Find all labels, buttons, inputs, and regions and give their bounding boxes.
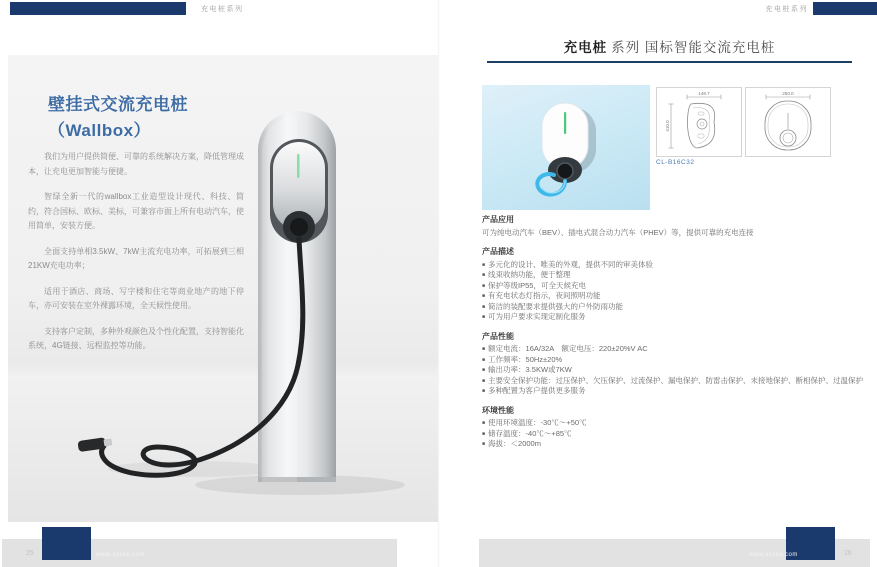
spec-line: ■ 主要安全保护功能：过压保护、欠压保护、过流保护、漏电保护、防雷击保护、未接地保护、断相保护、过温保护 <box>482 376 864 387</box>
dim-front-width: 250.0 <box>782 91 794 96</box>
status-led <box>297 154 300 178</box>
left-page-body <box>28 150 244 365</box>
header-bar-right <box>813 2 877 15</box>
spec-line: ■ 海拔：＜2000m <box>482 439 864 450</box>
header-bar-left <box>10 2 186 15</box>
dim-side-width: 148.7 <box>698 91 710 96</box>
spec-line: ■ 额定电流：16A/32A 额定电压：220±20%V AC <box>482 344 864 355</box>
dimension-drawing-side <box>656 87 742 157</box>
spec-line: ■ 简洁的装配要求提供强大的户外防雨功能 <box>482 302 864 313</box>
charging-plug <box>77 436 112 452</box>
product-photo-thumbnail <box>482 85 650 210</box>
paragraph: 我们为用户提供简便、可靠的系统解决方案，降低管理成本，让充电更加智能与便捷。 <box>28 152 244 176</box>
spec-line: ■ 储存温度：-40℃～+85℃ <box>482 429 864 440</box>
right-page-title <box>487 36 852 56</box>
section-heading: 产品应用 <box>482 215 514 224</box>
header-series-left: 充电桩系列 <box>201 6 244 13</box>
section-description <box>482 246 864 323</box>
right-title-bold: 充电桩 <box>563 40 608 55</box>
left-title-line2: （Wallbox） <box>48 121 152 140</box>
spec-line: ■ 使用环境温度：-30℃～+50℃ <box>482 418 864 429</box>
spec-line: ■ 多元化的设计、唯美的外观，提供不同的审美体验 <box>482 260 864 271</box>
section-performance <box>482 331 864 397</box>
footer-square-left <box>42 527 91 560</box>
spec-line: ■ 可为用户要求实现定制化服务 <box>482 312 864 323</box>
socket <box>290 218 308 236</box>
dimension-drawing-front <box>745 87 831 157</box>
footer-url-right: www.xxxxx.com <box>749 552 798 558</box>
section-heading: 环境性能 <box>482 405 514 415</box>
paragraph: 适用于酒店、商场、写字楼和住宅等商业地产的地下停车，亦可安装在室外裸露环境，全天候性使用。 <box>28 286 244 310</box>
header-series-right: 充电桩系列 <box>765 6 808 13</box>
paragraph: 智绿全新一代的wallbox工业造型设计现代、科技、简约，符合国标、欧标、美标，可兼容市面上所有电动汽车，使用简单，安装方便。 <box>28 192 244 230</box>
socket <box>557 163 573 179</box>
dim-height: 410.0 <box>665 120 670 132</box>
section-environment <box>482 405 864 450</box>
spec-line: ■ 工作频率：50Hz±20% <box>482 355 864 366</box>
paragraph: 全面支持单相3.5kW、7kW主流充电功率，可拓展到三相21KW充电功率； <box>28 246 244 270</box>
page-gutter <box>438 0 440 567</box>
section-application <box>482 214 864 238</box>
right-title-rest: 系列 国标智能交流充电桩 <box>611 40 776 55</box>
spec-line: ■ 有充电状态灯指示，夜间照明功能 <box>482 291 864 302</box>
page-number-left: 25 <box>26 550 34 557</box>
spec-sections <box>482 214 864 458</box>
paragraph: 支持客户定制，多种外观颜色及个性化配置，支持智能化系统，4G链接、远程监控等功能。 <box>28 326 244 350</box>
model-number: CL-B16C32 <box>656 159 695 166</box>
status-led <box>564 112 566 134</box>
left-page-title <box>48 92 288 144</box>
spec-line: ■ 线束收纳功能，便于整理 <box>482 270 864 281</box>
page-number-right: 26 <box>844 550 852 557</box>
spec-line: ■ 多种配置为客户提供更多服务 <box>482 386 864 397</box>
footer-url-left: www.xxxxx.com <box>96 552 145 558</box>
left-title-line1: 壁挂式交流充电桩 <box>48 95 188 114</box>
left-product-photo <box>8 55 438 522</box>
spec-line: ■ 保护等级IP55，可全天候充电 <box>482 281 864 292</box>
spec-line: 可为纯电动汽车（BEV）、插电式混合动力汽车（PHEV）等，提供可靠的充电连接 <box>482 227 754 237</box>
spec-line: ■ 输出功率：3.5KW或7KW <box>482 365 864 376</box>
section-heading: 产品性能 <box>482 331 514 341</box>
brand-mark: ··· <box>786 105 790 110</box>
section-heading: 产品描述 <box>482 247 514 256</box>
wallbox-product-illustration <box>482 85 650 210</box>
title-underline <box>487 61 852 63</box>
